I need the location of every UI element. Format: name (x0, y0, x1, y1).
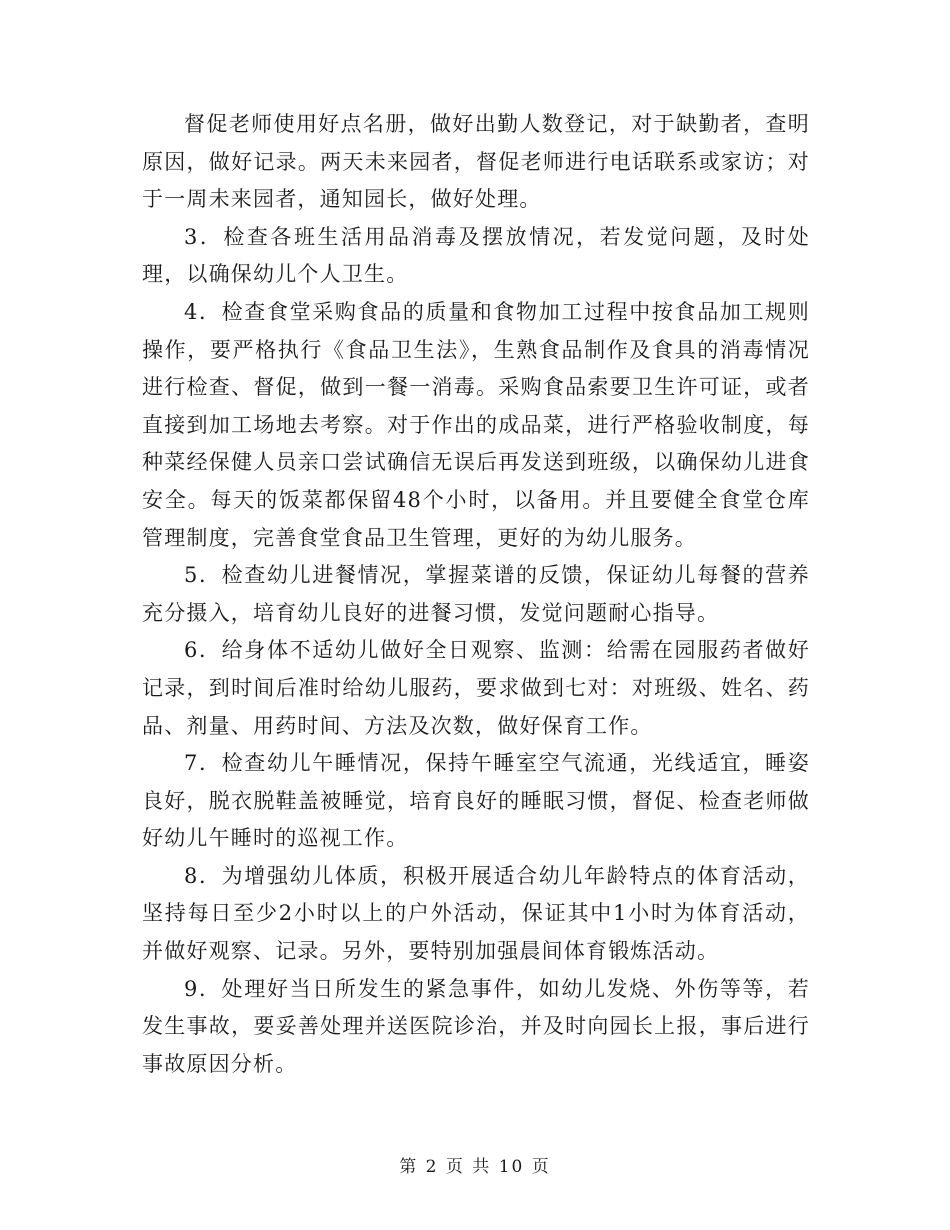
paragraph-item-8: 8．为增强幼儿体质，积极开展适合幼儿年龄特点的体育活动，坚持每日至少2小时以上的户外活动，保证其中1小时为体育活动，并做好观察、记录。另外，要特别加强晨间体育锻炼活动。 (142, 863, 810, 964)
paragraph-item-7: 7．检查幼儿午睡情况，保持午睡室空气流通，光线适宜，睡姿良好，脱衣脱鞋盖被睡觉，培育良好的睡眠习惯，督促、检查老师做好幼儿午睡时的巡视工作。 (142, 751, 810, 851)
page-number-footer: 第 2 页 共 10 页 (399, 1157, 551, 1177)
document-body (142, 106, 810, 1083)
paragraph-item-4: 4．检查食堂采购食品的质量和食物加工过程中按食品加工规则操作，要严格执行《食品卫生法》，生熟食品制作及食具的消毒情况进行检查、督促，做到一餐一消毒。采购食品索要卫生许可证，或者直接到加工场地去考察。对于作出的成品菜，进行严格验收制度，每种菜经保健人员亲口尝试确信无误后再发送到班级，以确保幼儿进食安全。每天的饭菜都保留48个小时，以备用。并且要健全食堂仓库管理制度，完善食堂食品卫生管理，更好的为幼儿服务。 (142, 299, 810, 550)
paragraph-item-6: 6．给身体不适幼儿做好全日观察、监测：给需在园服药者做好记录，到时间后准时给幼儿服药，要求做到七对：对班级、姓名、药品、剂量、用药时间、方法及次数，做好保育工作。 (142, 638, 810, 738)
paragraph-item-3: 3．检查各班生活用品消毒及摆放情况，若发觉问题，及时处理，以确保幼儿个人卫生。 (142, 224, 810, 287)
paragraph-item-5: 5．检查幼儿进餐情况，掌握菜谱的反馈，保证幼儿每餐的营养充分摄入，培育幼儿良好的进餐习惯，发觉问题耐心指导。 (142, 563, 810, 625)
paragraph-item-9: 9．处理好当日所发生的紧急事件，如幼儿发烧、外伤等等，若发生事故，要妥善处理并送医院诊治，并及时向园长上报，事后进行事故原因分析。 (142, 976, 810, 1076)
paragraph-attendance: 督促老师使用好点名册，做好出勤人数登记，对于缺勤者，查明原因，做好记录。两天未来园者，督促老师进行电话联系或家访；对于一周未来园者，通知园长，做好处理。 (142, 112, 810, 212)
